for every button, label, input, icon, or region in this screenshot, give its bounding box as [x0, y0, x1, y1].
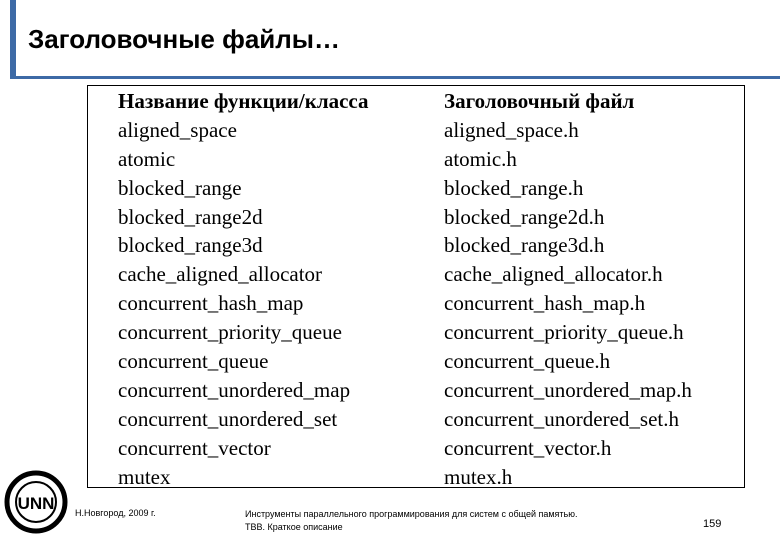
table-cell-file: blocked_range.h [444, 175, 584, 200]
table-cell-name: blocked_range3d [118, 233, 263, 258]
table-cell-name: blocked_range [118, 175, 242, 200]
footer-course-line2: ТВВ. Краткое описание [245, 522, 343, 532]
column-header-function: Название функции/класса [118, 89, 369, 113]
table-cell-file: blocked_range3d.h [444, 233, 605, 258]
university-logo [4, 470, 68, 534]
table-cell-file: aligned_space.h [444, 117, 579, 142]
page-number: 159 [703, 518, 722, 530]
slide-title: Заголовочные файлы… [28, 24, 340, 54]
table-cell-file: blocked_range2d.h [444, 204, 605, 229]
table-cell-name: aligned_space [118, 117, 237, 142]
table-cell-name: cache_aligned_allocator [118, 262, 323, 287]
title-accent-bar [10, 0, 16, 76]
table-cell-name: atomic [118, 146, 176, 171]
table-cell-name: mutex [118, 464, 171, 489]
table-cell-name: concurrent_hash_map [118, 291, 304, 316]
table-cell-name: concurrent_queue [118, 349, 269, 374]
table-cell-file: concurrent_unordered_map.h [444, 377, 692, 402]
table-cell-name: concurrent_priority_queue [118, 320, 342, 345]
footer-course-line1: Инструменты параллельного программирования для систем с общей памятью. [245, 509, 578, 519]
table-cell-file: mutex.h [444, 464, 513, 489]
table-cell-file: concurrent_hash_map.h [444, 291, 646, 316]
table-cell-file: concurrent_priority_queue.h [444, 320, 684, 345]
title-underline [10, 76, 780, 79]
table-cell-file: cache_aligned_allocator.h [444, 262, 663, 287]
header-file-column [444, 87, 692, 491]
column-header-file: Заголовочный файл [444, 89, 635, 113]
table-cell-name: blocked_range2d [118, 204, 263, 229]
table-cell-name: concurrent_vector [118, 435, 271, 460]
footer-location-year: Н.Новгород, 2009 г. [75, 508, 156, 518]
table-cell-name: concurrent_unordered_set [118, 406, 338, 431]
table-cell-file: concurrent_vector.h [444, 435, 612, 460]
table-cell-file: concurrent_unordered_set.h [444, 406, 679, 431]
table-cell-name: concurrent_unordered_map [118, 377, 351, 402]
footer-course-title [245, 508, 578, 534]
table-cell-file: concurrent_queue.h [444, 349, 611, 374]
logo-text: UNN [17, 494, 55, 513]
table-cell-file: atomic.h [444, 146, 517, 171]
headers-table [87, 85, 745, 488]
function-name-column [118, 87, 369, 491]
